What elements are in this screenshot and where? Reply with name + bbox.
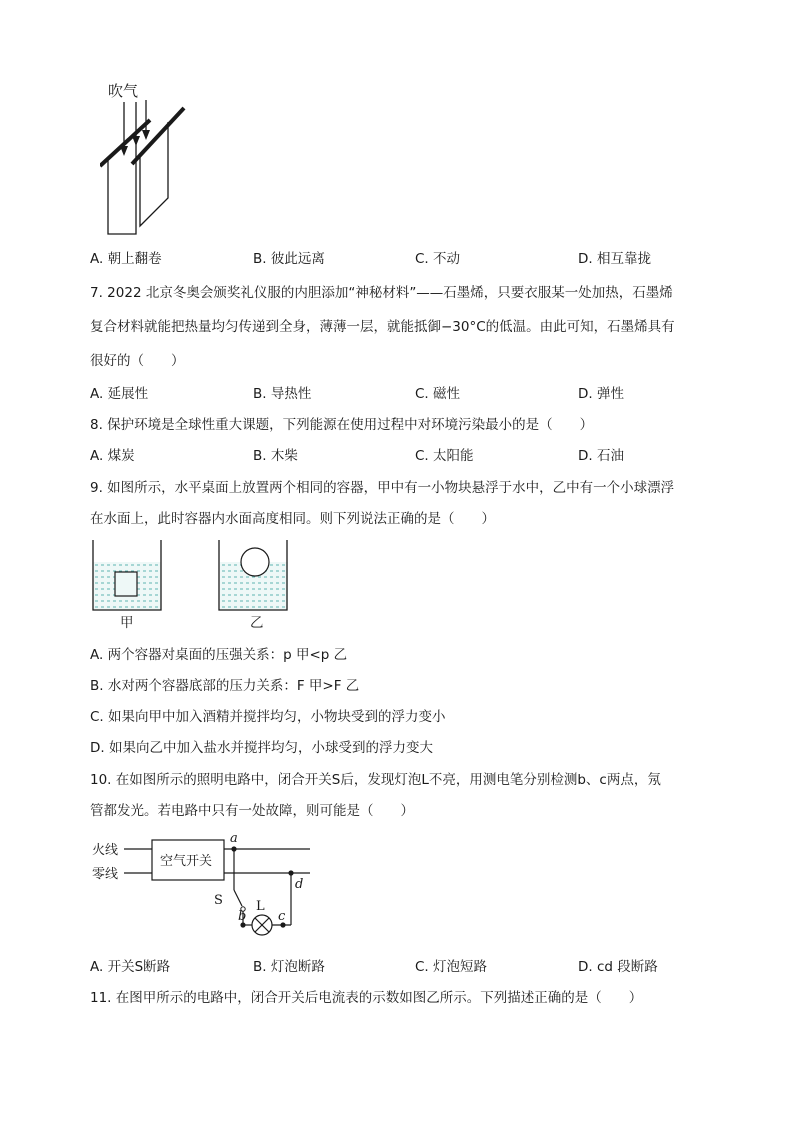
q10-option-d[interactable]: D. cd 段断路 bbox=[578, 959, 658, 975]
q7-option-c[interactable]: C. 磁性 bbox=[415, 386, 461, 402]
q9-stem-line1: 9. 如图所示，水平桌面上放置两个相同的容器，甲中有一小物块悬浮于水中，乙中有一个小球漂浮 bbox=[90, 480, 675, 496]
q8-option-a[interactable]: A. 煤炭 bbox=[90, 448, 135, 464]
q10-option-a[interactable]: A. 开关S断路 bbox=[90, 959, 171, 975]
q10-circuit-svg bbox=[90, 832, 315, 942]
q6-option-a[interactable]: A. 朝上翻卷 bbox=[90, 251, 162, 267]
q9-option-c[interactable]: C. 如果向甲中加入酒精并搅拌均匀，小物块受到的浮力变小 bbox=[90, 709, 446, 725]
q9-option-a[interactable]: A. 两个容器对桌面的压强关系：p 甲<p 乙 bbox=[90, 647, 348, 663]
q6-option-b[interactable]: B. 彼此远离 bbox=[253, 251, 325, 267]
q10-circuit-figure bbox=[90, 832, 315, 942]
q6-option-c[interactable]: C. 不动 bbox=[415, 251, 461, 267]
q10-node-c: c bbox=[278, 909, 286, 924]
q10-stem-line1: 10. 在如图所示的照明电路中，闭合开关S后，发现灯泡L不亮，用测电笔分别检测b、c两点，氖 bbox=[90, 772, 661, 788]
q10-node-d: d bbox=[295, 877, 304, 892]
q10-option-c[interactable]: C. 灯泡短路 bbox=[415, 959, 488, 975]
q9-label-jia: 甲 bbox=[120, 615, 134, 631]
q10-node-b: b bbox=[238, 909, 247, 924]
q8-option-c[interactable]: C. 太阳能 bbox=[415, 448, 474, 464]
q10-breaker-label: 空气开关 bbox=[160, 854, 213, 869]
q6-figure-svg bbox=[100, 78, 200, 238]
q10-live-label: 火线 bbox=[92, 843, 119, 858]
q7-stem-line1: 7. 2022 北京冬奥会颁奖礼仪服的内胆添加“神秘材料”——石墨烯，只要衣服某一处加热，石墨烯 bbox=[90, 285, 673, 301]
q9-label-yi: 乙 bbox=[250, 615, 264, 631]
q8-option-d[interactable]: D. 石油 bbox=[578, 448, 624, 464]
q6-figure bbox=[100, 78, 200, 238]
q10-option-b[interactable]: B. 灯泡断路 bbox=[253, 959, 325, 975]
q9-option-d[interactable]: D. 如果向乙中加入盐水并搅拌均匀，小球受到的浮力变大 bbox=[90, 740, 433, 756]
q10-switch-s: S bbox=[214, 893, 223, 908]
q10-neutral-label: 零线 bbox=[92, 867, 119, 882]
q11-stem-line1: 11. 在图甲所示的电路中，闭合开关后电流表的示数如图乙所示。下列描述正确的是（ ） bbox=[90, 990, 643, 1006]
q9-stem-line2: 在水面上，此时容器内水面高度相同。则下列说法正确的是（ ） bbox=[90, 511, 495, 527]
q10-lamp-l: L bbox=[256, 899, 265, 914]
q6-blow-label: 吹气 bbox=[108, 82, 139, 100]
q10-stem-line2: 管都发光。若电路中只有一处故障，则可能是（ ） bbox=[90, 803, 414, 819]
q7-stem-line2: 复合材料就能把热量均匀传递到全身，薄薄一层，就能抵御−30°C的低温。由此可知，石墨烯具有 bbox=[90, 319, 675, 335]
q8-option-b[interactable]: B. 木柴 bbox=[253, 448, 298, 464]
q10-node-a: a bbox=[230, 832, 238, 846]
q7-option-d[interactable]: D. 弹性 bbox=[578, 386, 624, 402]
q8-stem-line1: 8. 保护环境是全球性重大课题，下列能源在使用过程中对环境污染最小的是（ ） bbox=[90, 417, 594, 433]
q7-option-b[interactable]: B. 导热性 bbox=[253, 386, 312, 402]
q9-option-b[interactable]: B. 水对两个容器底部的压力关系：F 甲>F 乙 bbox=[90, 678, 360, 694]
q7-stem-line3: 很好的（ ） bbox=[90, 353, 185, 369]
q7-option-a[interactable]: A. 延展性 bbox=[90, 386, 149, 402]
q6-option-d[interactable]: D. 相互靠拢 bbox=[578, 251, 651, 267]
